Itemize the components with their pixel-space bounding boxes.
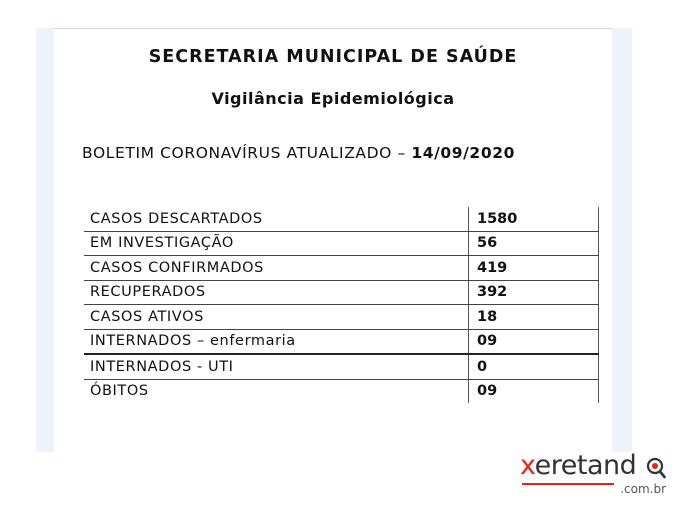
- bulletin-date: 14/09/2020: [411, 144, 515, 162]
- row-value: 0: [469, 354, 599, 379]
- watermark-word: eretand: [534, 450, 637, 481]
- secretaria-title: SECRETARIA MUNICIPAL DE SAÚDE: [148, 47, 518, 67]
- table-row: [84, 231, 599, 256]
- row-label: CASOS DESCARTADOS: [84, 207, 469, 231]
- row-value: 419: [469, 256, 599, 281]
- watermark-underline: [522, 483, 614, 485]
- row-label: INTERNADOS - UTI: [84, 354, 469, 379]
- cases-table: [84, 207, 599, 403]
- row-value: 56: [469, 231, 599, 256]
- table-row: [84, 207, 599, 231]
- row-label: EM INVESTIGAÇÃO: [84, 231, 469, 256]
- magnifier-eye-icon: [646, 456, 666, 480]
- table-row: [84, 329, 599, 354]
- row-value: 09: [469, 329, 599, 354]
- watermark-wordmark: [520, 450, 636, 481]
- bulletin-heading: [82, 144, 515, 162]
- xeretando-watermark: [520, 450, 670, 500]
- row-label: CASOS CONFIRMADOS: [84, 256, 469, 281]
- row-label: CASOS ATIVOS: [84, 305, 469, 330]
- row-value: 09: [469, 379, 599, 403]
- table-row: [84, 256, 599, 281]
- table-row: [84, 305, 599, 330]
- table-row: [84, 379, 599, 403]
- row-value: 18: [469, 305, 599, 330]
- row-label: ÓBITOS: [90, 383, 149, 400]
- row-value: 392: [469, 280, 599, 305]
- row-label: INTERNADOS – enfermaria: [84, 329, 469, 354]
- vigilancia-subtitle: Vigilância Epidemiológica: [211, 89, 455, 108]
- bulletin-sheet: [54, 28, 612, 453]
- bulletin-label: BOLETIM CORONAVÍRUS ATUALIZADO –: [82, 144, 412, 162]
- table-row: [84, 354, 599, 379]
- table-row: [84, 280, 599, 305]
- watermark-x: x: [520, 450, 535, 481]
- watermark-domain: .com.br: [620, 482, 666, 496]
- row-value: 1580: [469, 207, 599, 231]
- row-label: RECUPERADOS: [84, 280, 469, 305]
